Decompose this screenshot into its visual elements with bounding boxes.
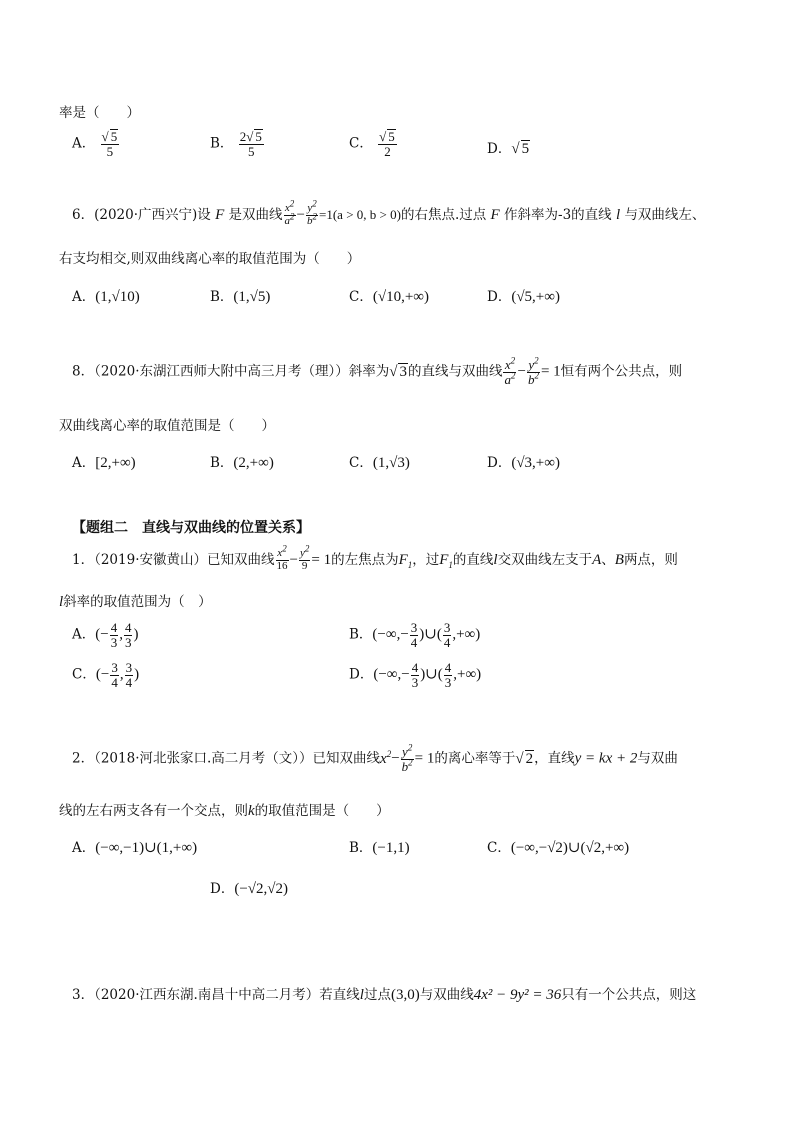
g1-option-b: B．(−∞,− $\frac{3}{4}$ )∪( $\frac{3}{4}$ ,+∞) xyxy=(349,620,481,650)
q5-option-d: D．√ 5 xyxy=(487,141,530,157)
q6-stem-line1: 6．(2020·广西兴宁)设 F 是双曲线 $\frac{x^2}{a^2}$ − $\frac{y^2}{b^2}$ =1(a > 0, b > 0)的右焦点.过点 F 作斜率为-3的直线 l 与双曲线左、 xyxy=(72,198,706,227)
g1-option-a: A．(− $\frac{4}{3}$ , $\frac{4}{3}$ ) xyxy=(72,620,139,650)
group2-heading: 【题组二 直线与双曲线的位置关系】 xyxy=(72,520,310,536)
g2-option-c: C．(−∞,−√2)∪(√2,+∞) xyxy=(487,840,630,856)
g2-option-a: A．(−∞,−1)∪(1,+∞) xyxy=(72,840,198,856)
q5-option-c: C． $\frac{√ 5}{2}$ xyxy=(349,129,395,160)
g1-stem-line2: l斜率的取值范围为（ ） xyxy=(59,594,212,610)
q6-stem-line2: 右支均相交,则双曲线离心率的取值范围为（ ） xyxy=(59,251,361,267)
g2-stem-line2: 线的左右两支各有一个交点，则k的取值范围是（ ） xyxy=(59,803,390,819)
g2-option-b: B．(−1,1) xyxy=(349,840,410,856)
q5-stem-tail: 率是（ ） xyxy=(59,105,140,121)
g2-option-d: D．(−√2,√2) xyxy=(210,881,288,897)
q8-stem-line1: 8．（2020·东湖江西师大附中高三月考（理））斜率为√ 3的直线与双曲线 $\frac{x^2}{a^2}$ − $\frac{y^2}{b^2}$ = 1恒有两个公共点，则 xyxy=(72,355,683,387)
q5-option-b: B． $\frac{2√ 5}{5}$ xyxy=(210,129,262,160)
q6-option-b: B．(1,√5) xyxy=(210,289,271,305)
g1-stem-line1: 1．（2019·安徽黄山）已知双曲线 $\frac{x^2}{16}$ − $\frac{y^2}{9}$ = 1的左焦点为$F_1$，过$F_1$的直线l交双曲线左支于A、B两点，则 xyxy=(72,543,678,572)
q8-option-a: A．[2,+∞) xyxy=(72,455,136,471)
q8-stem-line2: 双曲线离心率的取值范围是（ ） xyxy=(59,418,275,434)
g1-option-c: C．(− $\frac{3}{4}$ , $\frac{3}{4}$ ) xyxy=(72,660,140,690)
g3-stem-line1: 3．（2020·江西东湖.南昌十中高二月考）若直线l过点(3,0)与双曲线4x² − 9y² = 36只有一个公共点，则这 xyxy=(72,987,697,1003)
g2-stem-line1: 2．（2018·河北张家口.高二月考（文））已知双曲线$x^2-$ $\frac{y^2}{b^2}$ = 1的离心率等于√ 2，直线y = kx + 2与双曲 xyxy=(72,742,678,774)
q8-option-d: D．(√3,+∞) xyxy=(487,455,560,471)
q5-option-a: A． $\frac{√ 5}{5}$ xyxy=(72,129,118,160)
q6-option-c: C．(√10,+∞) xyxy=(349,289,429,305)
q6-option-a: A．(1,√10) xyxy=(72,289,140,305)
q8-option-c: C．(1,√3) xyxy=(349,455,410,471)
q6-option-d: D．(√5,+∞) xyxy=(487,289,560,305)
q8-option-b: B．(2,+∞) xyxy=(210,455,274,471)
g1-option-d: D．(−∞,− $\frac{4}{3}$ )∪( $\frac{4}{3}$ ,+∞) xyxy=(349,660,482,690)
